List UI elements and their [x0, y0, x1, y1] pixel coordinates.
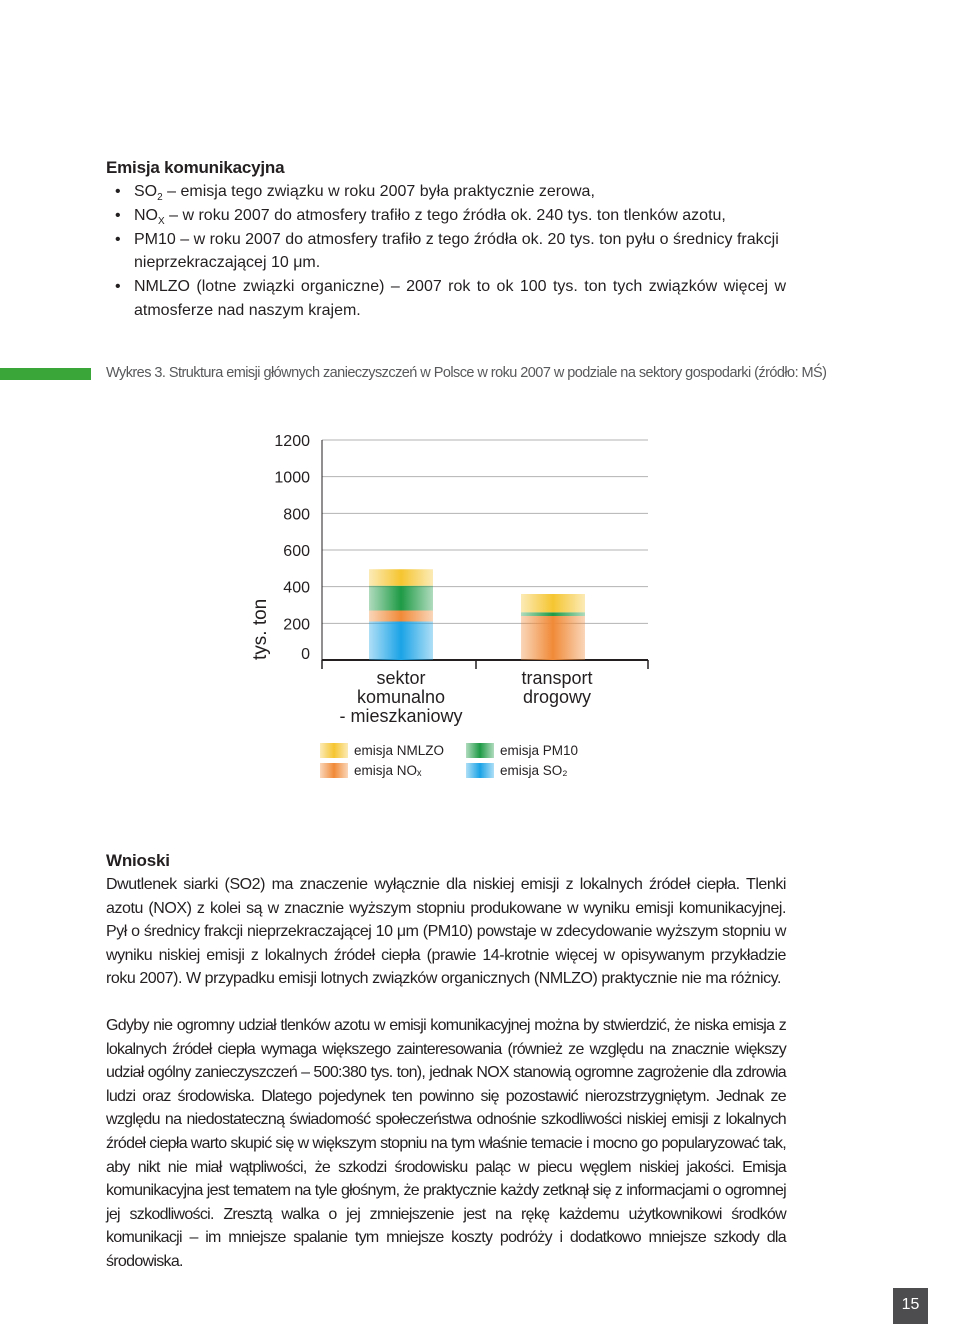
chart-caption: Wykres 3. Struktura emisji głównych zanieczyszczeń w Polsce w roku 2007 w podziale na sektory gospodarki (źródło: MŚ) — [106, 365, 827, 381]
y-tick-label: 1200 — [274, 433, 310, 450]
bullet-subscript: X — [158, 215, 165, 227]
y-tick-label: 1000 — [274, 469, 310, 487]
bullet-pm10 — [106, 228, 786, 276]
legend-label: emisja PM10 — [500, 743, 579, 758]
bullet-text: PM10 – w roku 2007 do atmosfery trafiło z tego źródła ok. 20 tys. ton pyłu o średnicy frakcji nieprzekraczającej 10 μm. — [134, 230, 779, 272]
legend-label: emisja SO₂ — [500, 763, 568, 778]
y-tick-label: 0 — [301, 646, 310, 663]
bar-segment — [521, 616, 585, 660]
bullet-text: – w roku 2007 do atmosfery trafiło z tego źródła ok. 240 tys. ton tlenków azotu, — [164, 206, 726, 224]
conclusion-paragraph-2: Gdyby nie ogromny udział tlenków azotu w emisji komunikacyjnej można by stwierdzić, że niska emisja z lokalnych źródeł ciepła wymaga większego zainteresowania (również ze względu na znacznie większy udział ogólny zanieczyszczeń – 500:380 tys. ton), jednak NOX stanowią ogromne zagrożenie dla zdrowia ludzi oraz środowiska. Dlatego pojedynek ten powinno się pozostawić nierozstrzygniętym. Jednak ze względu na niedostateczną świadomość społeczeństwa odnośnie szkodliwości niskiej emisji z lokalnych źródeł ciepła warto skupić się w większym stopniu na tym właśnie temacie i mocno go popularyzować tak, aby nikt nie miał wątpliwości, że szkodzi środowisku paląc w piecu węglem niskiej jakości. Emisja komunikacyjna jest tematem na tyle głośnym, że praktycznie każdy zetknął się z informacjami o ogromnej jej szkodliwości. Zresztą walka o jej zmniejszenie jest na rękę każdemu użytkownikowi środków komunikacji – im mniejsze spalanie tym mniejsze koszty podróży i dodatkowo mniejsze szkody dla środowiska. — [106, 1017, 786, 1270]
bar-segment — [521, 612, 585, 616]
bullet-subscript: 2 — [157, 192, 163, 204]
y-tick-label: 800 — [283, 506, 310, 524]
bar-segment — [369, 586, 433, 611]
page-number: 15 — [893, 1288, 928, 1324]
category-label: transport drogowy — [521, 668, 593, 707]
bullet-so2 — [106, 180, 786, 204]
y-tick-label: 200 — [283, 616, 310, 634]
category-label: sektor komunalno - mieszkaniowy — [339, 668, 463, 726]
section-heading-emission: Emisja komunikacyjna — [106, 158, 285, 177]
legend-swatch — [466, 743, 494, 758]
legend-swatch — [320, 743, 348, 758]
bar-segment — [369, 611, 433, 622]
legend-label: emisja NOₓ — [354, 763, 422, 778]
bullet-nmlzo — [106, 275, 786, 323]
bullet-nox — [106, 204, 786, 228]
legend-swatch — [320, 763, 348, 778]
conclusion-paragraph-1: Dwutlenek siarki (SO2) ma znaczenie wyłącznie dla niskiej emisji z lokalnych źródeł ciepła. Tlenki azotu (NOX) z kolei są w znacznie wyższym stopniu produkowane w wyniku emisji komunikacyjnej. Pył o średnicy frakcji nieprzekraczającej 10 μm (PM10) powstaje w zdecydowanie wyższym stopniu w wyniku niskiej emisji z lokalnych źródeł ciepła (prawie 14-krotnie więcej w opisywanym przykładzie roku 2007). W przypadku emisji lotnych związków organicznych (NMLZO) praktycznie nie ma różnicy. — [106, 876, 786, 988]
y-axis-label: tys. ton — [250, 598, 271, 660]
bullet-text: NMLZO (lotne związki organiczne) – 2007 rok to ok 100 tys. ton tych związków więcej w atmosferze nad naszym krajem. — [134, 278, 786, 319]
legend-label: emisja NMLZO — [354, 743, 445, 758]
caption-accent-bar — [0, 368, 91, 380]
y-tick-label: 600 — [283, 543, 310, 560]
y-tick-label: 400 — [283, 579, 310, 597]
bullet-symbol: SO — [134, 183, 158, 200]
emission-chart — [230, 420, 670, 790]
bar-segment — [369, 622, 433, 661]
section-heading-conclusions: Wnioski — [106, 851, 170, 870]
bullet-list — [106, 180, 786, 323]
legend-swatch — [466, 763, 494, 778]
bullet-symbol: NO — [134, 206, 158, 224]
bar-segment — [521, 594, 585, 612]
bullet-text: – emisja tego związku w roku 2007 była praktycznie zerowa, — [162, 183, 595, 200]
bar-segment — [369, 569, 433, 586]
